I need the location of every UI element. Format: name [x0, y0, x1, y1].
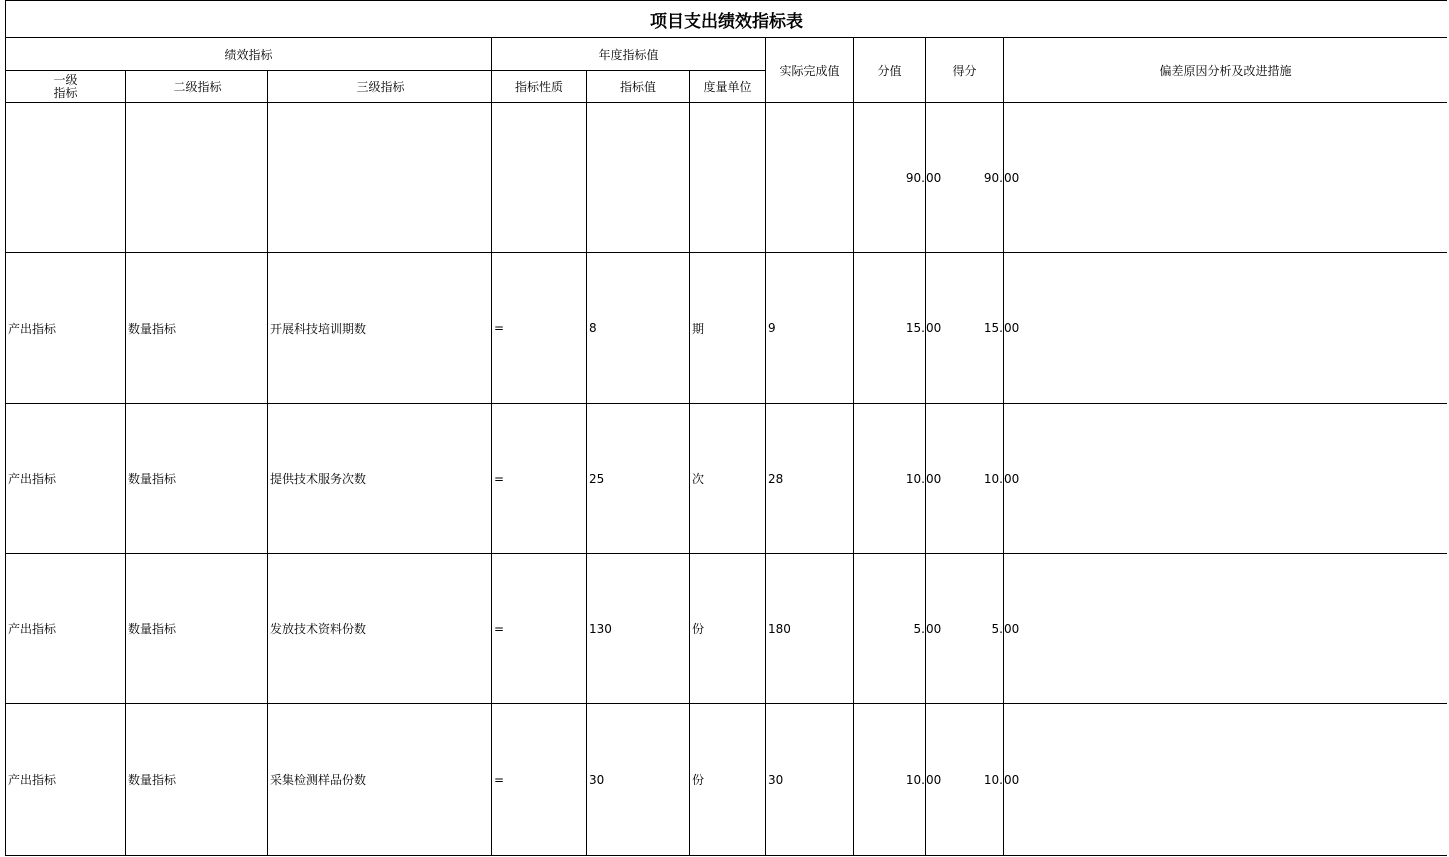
table-title: 项目支出绩效指标表	[6, 1, 1448, 38]
cell-level1[interactable]: 产出指标	[6, 253, 126, 404]
cell-actual[interactable]: 9	[766, 253, 854, 404]
number-decimal-part: 00	[1004, 772, 1020, 787]
cell-level1[interactable]	[6, 103, 126, 253]
number-integer-part: 10.	[983, 471, 1003, 486]
cell-score-value[interactable]	[854, 103, 942, 253]
table-row	[6, 253, 1448, 404]
header-unit[interactable]: 度量单位	[690, 71, 766, 103]
header-annual-target[interactable]: 年度指标值	[492, 38, 766, 71]
cell-nature[interactable]: =	[492, 554, 587, 704]
number-decimal-part: 00	[926, 170, 942, 185]
header-level3[interactable]: 三级指标	[268, 71, 492, 103]
cell-level3[interactable]: 采集检测样品份数	[268, 704, 492, 856]
cell-score-value[interactable]	[854, 404, 942, 554]
cell-level3[interactable]: 发放技术资料份数	[268, 554, 492, 704]
header-analysis[interactable]: 偏差原因分析及改进措施	[1004, 38, 1448, 103]
number-decimal-part: 00	[1004, 170, 1020, 185]
cell-unit[interactable]: 份	[690, 704, 766, 856]
header-level1-line1: 一级	[53, 72, 78, 87]
table-row	[6, 103, 1448, 253]
cell-level2[interactable]	[126, 103, 268, 253]
header-performance-indicators[interactable]: 绩效指标	[6, 38, 492, 71]
cell-actual[interactable]: 28	[766, 404, 854, 554]
number-decimal-part: 00	[926, 321, 942, 335]
cell-nature[interactable]: =	[492, 404, 587, 554]
cell-analysis[interactable]	[1004, 704, 1448, 856]
number-integer-part: 90.	[983, 170, 1003, 185]
table-row	[6, 404, 1448, 554]
cell-level2[interactable]: 数量指标	[126, 404, 268, 554]
header-level2[interactable]: 二级指标	[126, 71, 268, 103]
cell-analysis[interactable]	[1004, 103, 1448, 253]
cell-level3[interactable]: 开展科技培训期数	[268, 253, 492, 404]
cell-value[interactable]: 30	[587, 704, 690, 856]
cell-unit[interactable]: 次	[690, 404, 766, 554]
cell-level1[interactable]: 产出指标	[6, 704, 126, 856]
number-decimal-part: 00	[1004, 621, 1020, 636]
table-row	[6, 554, 1448, 704]
number-integer-part: 15.	[905, 321, 925, 335]
header-score-value[interactable]: 分值	[854, 38, 926, 103]
cell-actual[interactable]	[766, 103, 854, 253]
cell-value[interactable]: 25	[587, 404, 690, 554]
cell-level1[interactable]: 产出指标	[6, 404, 126, 554]
cell-level1[interactable]: 产出指标	[6, 554, 126, 704]
number-integer-part: 10.	[905, 772, 925, 787]
cell-nature[interactable]: =	[492, 704, 587, 856]
number-integer-part: 15.	[983, 321, 1003, 335]
header-actual-value[interactable]: 实际完成值	[766, 38, 854, 103]
cell-unit[interactable]: 份	[690, 554, 766, 704]
number-integer-part: 5.	[913, 621, 925, 636]
header-score-got[interactable]: 得分	[926, 38, 1004, 103]
cell-actual[interactable]: 30	[766, 704, 854, 856]
header-level1-line2: 指标	[53, 85, 78, 100]
number-decimal-part: 00	[926, 621, 942, 636]
number-decimal-part: 00	[1004, 471, 1020, 486]
cell-analysis[interactable]	[1004, 253, 1448, 404]
cell-unit[interactable]	[690, 103, 766, 253]
cell-analysis[interactable]	[1004, 404, 1448, 554]
header-nature[interactable]: 指标性质	[492, 71, 587, 103]
header-level1[interactable]	[6, 71, 126, 103]
cell-value[interactable]: 8	[587, 253, 690, 404]
table-row	[6, 704, 1448, 856]
cell-actual[interactable]: 180	[766, 554, 854, 704]
cell-level2[interactable]: 数量指标	[126, 704, 268, 856]
number-integer-part: 10.	[983, 772, 1003, 787]
number-decimal-part: 00	[1004, 321, 1020, 335]
cell-level2[interactable]: 数量指标	[126, 554, 268, 704]
cell-level3[interactable]	[268, 103, 492, 253]
spreadsheet-view	[5, 0, 1447, 857]
number-integer-part: 90.	[905, 170, 925, 185]
cell-score-value[interactable]	[854, 704, 942, 856]
cell-unit[interactable]: 期	[690, 253, 766, 404]
cell-score-value[interactable]	[854, 253, 942, 404]
cell-level3[interactable]: 提供技术服务次数	[268, 404, 492, 554]
number-decimal-part: 00	[926, 772, 942, 787]
number-integer-part: 10.	[905, 471, 925, 486]
cell-analysis[interactable]	[1004, 554, 1448, 704]
cell-value[interactable]: 130	[587, 554, 690, 704]
header-value[interactable]: 指标值	[587, 71, 690, 103]
cell-level2[interactable]: 数量指标	[126, 253, 268, 404]
number-decimal-part: 00	[926, 471, 942, 486]
cell-value[interactable]	[587, 103, 690, 253]
performance-indicator-table	[5, 0, 1447, 856]
number-integer-part: 5.	[991, 621, 1003, 636]
cell-score-value[interactable]	[854, 554, 942, 704]
cell-nature[interactable]: =	[492, 253, 587, 404]
cell-nature[interactable]	[492, 103, 587, 253]
